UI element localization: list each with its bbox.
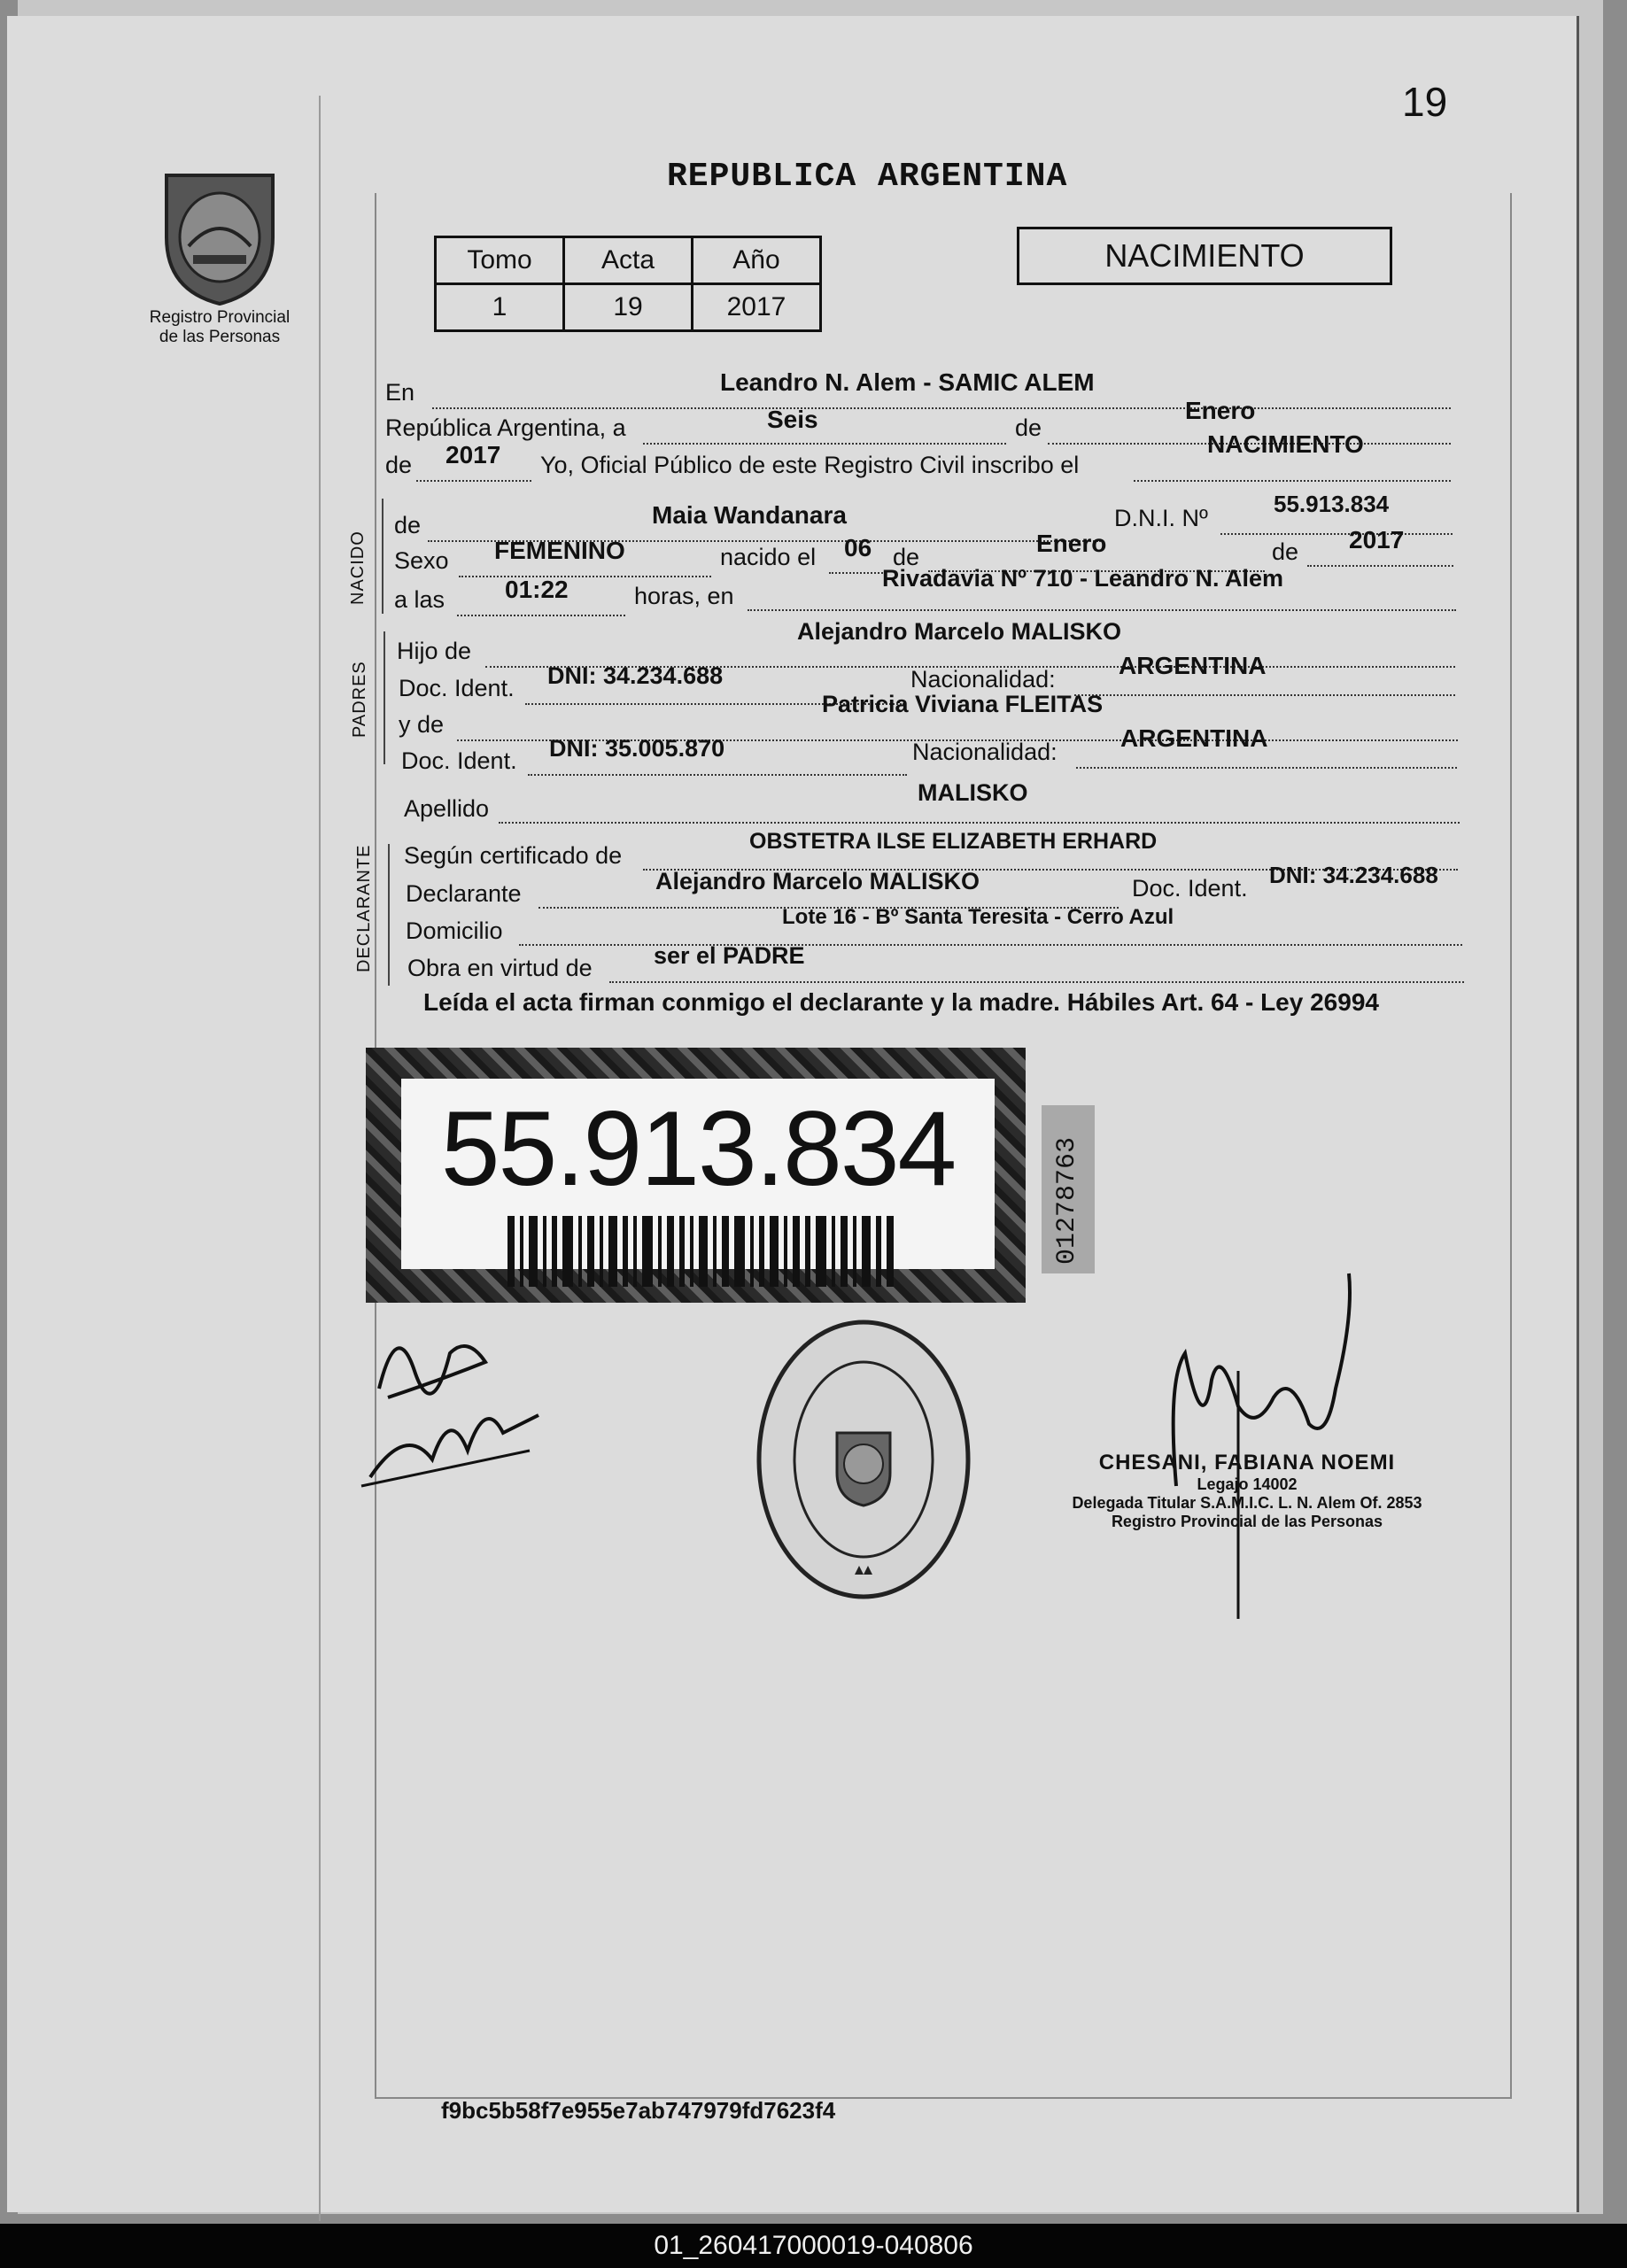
y-de-label: y de	[399, 711, 445, 738]
official-signature	[1150, 1265, 1380, 1628]
dotted-line	[1074, 694, 1455, 696]
dotted-line	[457, 615, 625, 616]
dotted-line	[643, 443, 1006, 445]
handwritten-signatures	[353, 1300, 556, 1504]
birth-year-value: 2017	[1349, 526, 1405, 553]
mother-doc-value: DNI: 35.005.870	[549, 735, 725, 762]
ref-value-anio: 2017	[693, 284, 821, 331]
day-value: Seis	[767, 406, 818, 433]
decl-doc-label: Doc. Ident.	[1132, 875, 1248, 902]
birth-address-value: Rivadavia Nº 710 - Leandro N. Alem	[882, 565, 1284, 592]
document-hash: f9bc5b58f7e955e7ab747979fd7623f4	[441, 2097, 836, 2124]
obra-value: ser el PADRE	[654, 942, 805, 969]
en-label: En	[385, 379, 415, 406]
month-value: Enero	[1185, 397, 1256, 424]
official-block	[1043, 1451, 1451, 1531]
domicilio-value: Lote 16 - Bº Santa Teresita - Cerro Azul	[782, 905, 1174, 929]
dotted-line	[1220, 533, 1453, 535]
logo-caption-line2: de las Personas	[159, 328, 281, 346]
ref-header-acta: Acta	[564, 237, 693, 284]
de-label: de	[893, 544, 920, 570]
oficial-label: Yo, Oficial Público de este Registro Civil inscribo el	[540, 452, 1080, 478]
nacido-el-label: nacido el	[720, 544, 817, 570]
domicilio-label: Domicilio	[406, 917, 503, 944]
father-doc-label: Doc. Ident.	[399, 675, 515, 701]
document-title: REPUBLICA ARGENTINA	[667, 158, 1068, 196]
dotted-line	[609, 981, 1464, 983]
scan-id-bar: 01_260417000019-040806	[0, 2224, 1627, 2268]
de2-label: de	[385, 452, 413, 478]
cert-value: OBSTETRA ILSE ELIZABETH ERHARD	[749, 829, 1158, 854]
ref-value-tomo: 1	[436, 284, 564, 331]
sexo-value: FEMENINO	[494, 537, 625, 564]
hijo-de-label: Hijo de	[397, 638, 472, 664]
dotted-line	[499, 822, 1460, 824]
father-doc-value: DNI: 34.234.688	[547, 662, 724, 689]
de-label: de	[1272, 538, 1299, 565]
birth-month-value: Enero	[1036, 530, 1107, 557]
official-legajo: Legajo 14002	[1197, 1475, 1298, 1493]
misiones-shield-logo	[149, 158, 291, 308]
mother-doc-label: Doc. Ident.	[401, 747, 517, 774]
padres-section-label: PADRES	[350, 661, 369, 738]
ref-header-anio: Año	[693, 237, 821, 284]
section-divider	[384, 631, 385, 764]
dotted-line	[748, 609, 1456, 611]
republica-label: República Argentina, a	[385, 414, 626, 441]
sexo-label: Sexo	[394, 547, 449, 574]
barcode-number: 55.913.834	[440, 1089, 956, 1208]
year-value: 2017	[445, 441, 501, 468]
decl-doc-value: DNI: 34.234.688	[1269, 862, 1438, 888]
ref-header-tomo: Tomo	[436, 237, 564, 284]
dotted-line	[829, 572, 887, 574]
dotted-line	[416, 480, 531, 482]
nacido-de-label: de	[394, 512, 422, 538]
decl-label: Declarante	[406, 880, 522, 907]
mother-nac-value: ARGENTINA	[1120, 724, 1268, 752]
official-registry: Registro Provincial de las Personas	[1111, 1513, 1383, 1530]
apellido-label: Apellido	[404, 795, 490, 822]
logo-caption-line1: Registro Provincial	[149, 308, 291, 327]
mother-nac-label: Nacionalidad:	[912, 739, 1058, 765]
closing-statement: Leída el acta firman conmigo el declarante y la madre. Hábiles Art. 64 - Ley 26994	[423, 988, 1379, 1016]
obra-label: Obra en virtud de	[407, 955, 593, 981]
page-number: 19	[1402, 79, 1448, 125]
official-name: CHESANI, FABIANA NOEMI	[1098, 1451, 1396, 1475]
de-label: de	[1015, 414, 1042, 441]
father-nac-value: ARGENTINA	[1119, 652, 1267, 679]
barcode-label	[401, 1079, 995, 1269]
page-fold-line	[319, 96, 321, 2221]
mother-name-value: Patricia Viviana FLEITAS	[822, 691, 1104, 717]
reference-table	[434, 236, 822, 332]
logo-caption	[131, 308, 308, 347]
child-name-value: Maia Wandanara	[652, 501, 847, 529]
official-role: Delegada Titular S.A.M.I.C. L. N. Alem Of. 2853	[1072, 1494, 1422, 1512]
dotted-line	[1307, 565, 1453, 567]
dotted-line	[1076, 767, 1457, 769]
birth-day-value: 06	[844, 534, 872, 561]
barcode-security-block	[366, 1048, 1026, 1303]
registry-seal	[755, 1318, 972, 1601]
dotted-line	[459, 576, 711, 577]
section-divider	[382, 499, 384, 614]
place-value: Leandro N. Alem - SAMIC ALEM	[720, 368, 1095, 396]
time-value: 01:22	[505, 576, 569, 603]
father-nac-label: Nacionalidad:	[910, 666, 1056, 693]
act-type-value: NACIMIENTO	[1207, 430, 1364, 458]
dotted-line	[1134, 480, 1451, 482]
nacido-section-label: NACIDO	[348, 530, 368, 605]
child-dni-value: 55.913.834	[1274, 491, 1390, 517]
dotted-line	[528, 774, 907, 776]
apellido-value: MALISKO	[918, 779, 1028, 806]
serial-number: 01278763	[1052, 1136, 1082, 1265]
horas-label: horas, en	[634, 583, 734, 609]
cert-label: Según certificado de	[404, 842, 623, 869]
document-page	[7, 16, 1579, 2212]
dni-label: D.N.I. Nº	[1114, 505, 1208, 531]
dotted-line	[432, 407, 1451, 409]
barcode-bars	[507, 1216, 897, 1287]
decl-value: Alejandro Marcelo MALISKO	[655, 868, 980, 894]
record-type-box: NACIMIENTO	[1017, 227, 1392, 285]
section-divider	[388, 844, 390, 986]
ref-value-acta: 19	[564, 284, 693, 331]
father-name-value: Alejandro Marcelo MALISKO	[797, 618, 1122, 645]
declarante-section-label: DECLARANTE	[354, 844, 374, 972]
a-las-label: a las	[394, 586, 445, 613]
